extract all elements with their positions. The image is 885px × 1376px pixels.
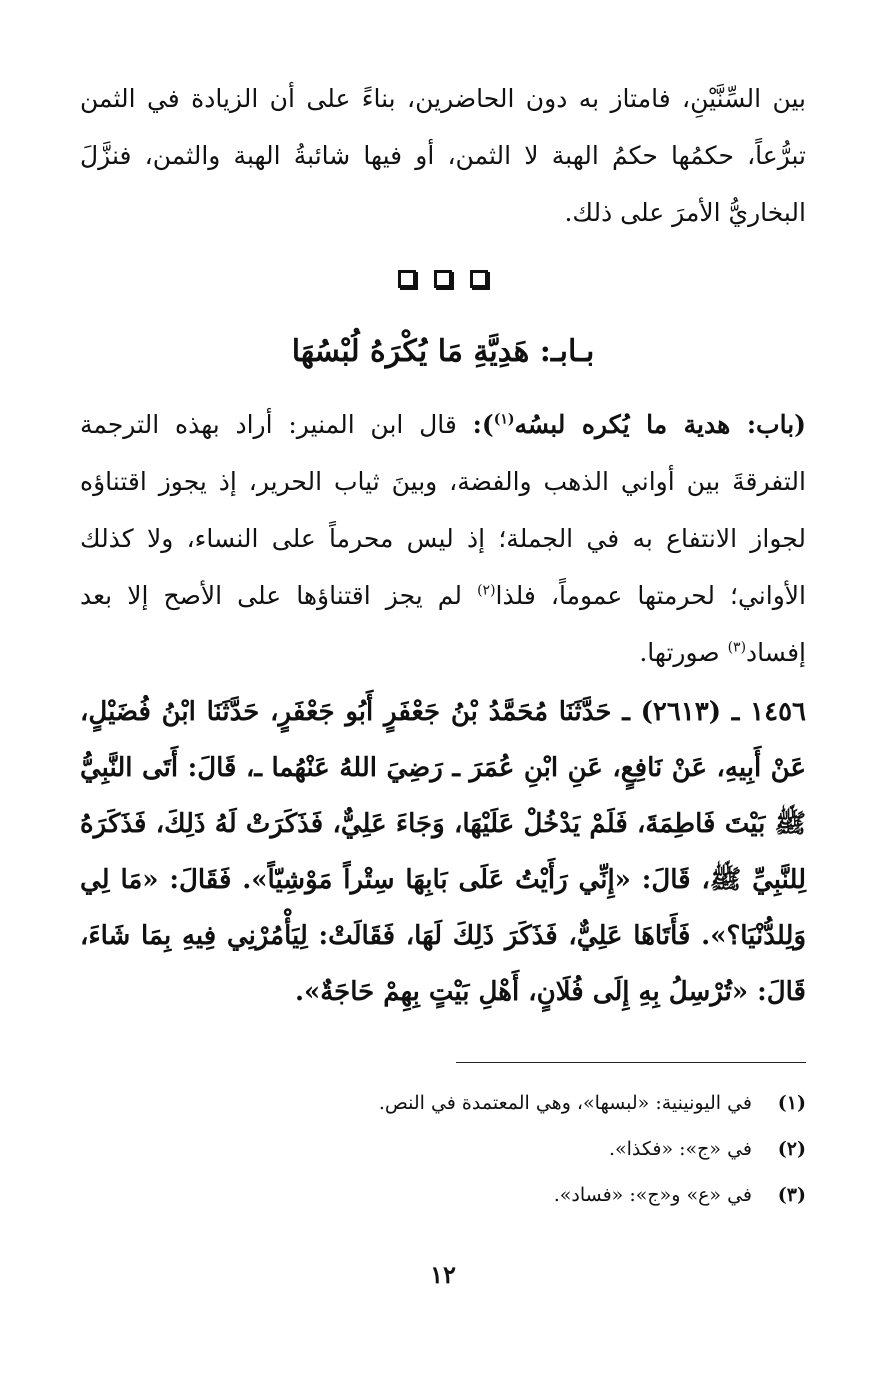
commentary-paragraph (80, 396, 806, 681)
chapter-title-text: هَدِيَّةِ مَا يُكْرَهُ لُبْسُهَا (291, 334, 530, 369)
hadith-paragraph: ١٤٥٦ ـ (٢٦١٣) ـ حَدَّثَنَا مُحَمَّدُ بْنُ جَعْفَرٍ أَبُو جَعْفَرٍ، حَدَّثَنَا ابْنُ فُضَيْلٍ، عَنْ أَبِيهِ، عَنْ نَافِعٍ، عَنِ ابْنِ عُمَرَ ـ رَضِيَ اللهُ عَنْهُما ـ، قَالَ: أَتَى النَّبِيُّ ﷺ بَيْتَ فَاطِمَةَ، فَلَمْ يَدْخُلْ عَلَيْهَا، وَجَاءَ عَلِيٌّ، فَذَكَرَتْ لَهُ ذَلِكَ، فَذَكَرَهُ لِلنَّبِيِّ ﷺ، قَالَ: «إِنِّي رَأَيْتُ عَلَى بَابِهَا سِتْراً مَوْشِيّاً». فَقَالَ: «مَا لِي وَلِلدُّنْيَا؟». فَأَتَاهَا عَلِيٌّ، فَذَكَرَ ذَلِكَ لَهَا، فَقَالَتْ: لِيَأْمُرْنِي فِيهِ بِمَا شَاءَ، قَالَ: «تُرْسِلُ بِهِ إِلَى فُلَانٍ، أَهْلِ بَيْتٍ بِهِمْ حَاجَةٌ». (80, 697, 806, 1007)
commentary-text-2: لم يجز اقتناؤها على الأصح إلا بعد إفساد (80, 581, 806, 667)
footnote-number: (٢) (777, 1138, 806, 1160)
footnote-ref-2[interactable]: (٢) (477, 582, 496, 599)
footnote-number: (٣) (777, 1184, 806, 1206)
square-ornament-icon (398, 270, 416, 288)
footnote-item (80, 1126, 806, 1172)
intro-paragraph: بين السِّنَّيْنِ، فامتاز به دون الحاضرين، بناءً على أن الزيادة في الثمن تبرُّعاً، حكمُها حكمُ الهبة لا الثمن، أو فيها شائبةُ الهبة والثمن، فنزَّلَ البخاريُّ الأمرَ على ذلك. (80, 84, 806, 227)
footnotes-list (80, 1080, 806, 1218)
footnote-item (80, 1080, 806, 1126)
footnote-item (80, 1172, 806, 1218)
footnote-number: (١) (777, 1092, 806, 1114)
footnote-text: في «ج»: «فكذا». (608, 1138, 752, 1160)
three-squares-separator-icon (80, 270, 806, 288)
footnote-text: في اليونينية: «لبسها»، وهي المعتمدة في النص. (378, 1092, 752, 1114)
footnote-divider (456, 1062, 806, 1063)
chapter-heading (80, 328, 806, 376)
page-number: ١٢ (430, 1260, 456, 1289)
commentary-heading: (باب: هدية ما يُكره لبسُه$^{(١)}$): (472, 410, 806, 439)
commentary-text-3: صورتها. (639, 638, 728, 667)
square-ornament-icon (470, 270, 488, 288)
commentary-text: قال ابن المنير: أراد بهذه الترجمة التفرقةَ بين أواني الذهب والفضة، وبينَ ثياب الحرير، إذ يجوز اقتناؤه لجواز الانتفاع به في الجملة؛ إذ ليس محرماً على النساء، ولا كذلك الأواني؛ لحرمتها عموماً، فلذا (80, 410, 806, 610)
footnote-text: في «ع» و«ج»: «فساد». (553, 1184, 752, 1206)
chapter-bab-label: بـابـ: (539, 334, 595, 369)
square-ornament-icon (434, 270, 452, 288)
book-page (80, 70, 806, 1310)
footnote-ref-1[interactable]: (١) (493, 411, 515, 428)
footnote-ref-3[interactable]: (٣) (727, 639, 747, 656)
